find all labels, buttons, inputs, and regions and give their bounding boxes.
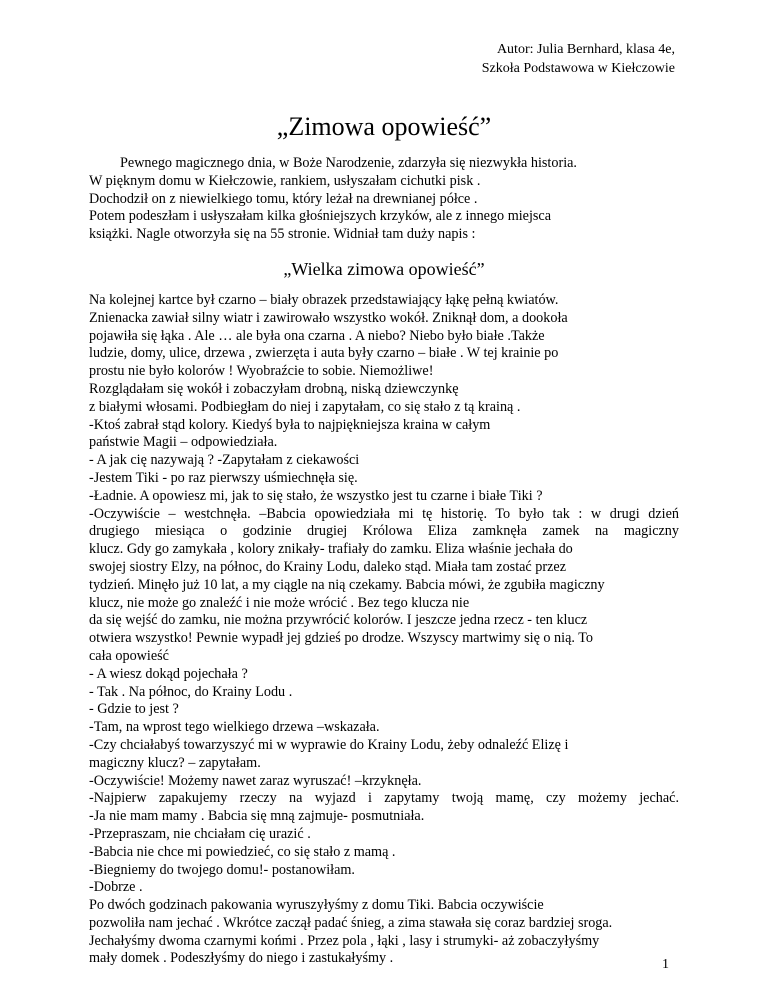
text-line: - A jak cię nazywają ? -Zapytałam z ciekawości bbox=[89, 452, 360, 469]
text-line: -Ktoś zabrał stąd kolory. Kiedyś była to najpiękniejsza kraina w całym bbox=[89, 416, 491, 433]
text-line: swojej siostry Elzy, na północ, do Krainy Lodu, daleko stąd. Miała tam zostać przez bbox=[89, 558, 566, 575]
story-title: „Zimowa opowieść” bbox=[276, 112, 492, 141]
text-line: Jechałyśmy dwoma czarnymi końmi . Przez pola , łąki , lasy i strumyki- aż zobaczyłyśmy bbox=[89, 932, 600, 949]
text-line: Pewnego magicznego dnia, w Boże Narodzenie, zdarzyła się niezwykła historia. bbox=[120, 155, 577, 171]
text-line: otwiera wszystko! Pewnie wypadł jej gdzieś po drodze. Wszyscy martwimy się o nią. To bbox=[89, 630, 593, 647]
text-line: cała opowieść bbox=[89, 647, 169, 664]
text-line: pozwoliła nam jechać . Wkrótce zaczął padać śnieg, a zima stawała się coraz bardziej sroga. bbox=[89, 914, 613, 931]
text-line: - Gdzie to jest ? bbox=[89, 701, 179, 718]
text-line: -Oczywiście – westchnęła. –Babcia opowiedziała mi tę historię. To było tak : w drugi dzień bbox=[89, 505, 679, 522]
text-line: tydzień. Minęło już 10 lat, a my ciągle na nią czekamy. Babcia mówi, że zgubiła magiczny bbox=[89, 576, 605, 593]
text-line: Potem podeszłam i usłyszałam kilka głośniejszych krzyków, ale z innego miejsca bbox=[89, 208, 552, 225]
text-line: prostu nie było kolorów ! Wyobraźcie to sobie. Niemożliwe! bbox=[89, 363, 434, 380]
text-line: państwie Magii – odpowiedziała. bbox=[89, 434, 278, 451]
author-line: Autor: Julia Bernhard, klasa 4e, bbox=[496, 42, 675, 57]
text-line: -Czy chciałabyś towarzyszyć mi w wyprawie do Krainy Lodu, żeby odnaleźć Elizę i bbox=[89, 736, 569, 753]
text-line: -Ładnie. A opowiesz mi, jak to się stało, że wszystko jest tu czarne i białe Tiki ? bbox=[89, 487, 543, 504]
text-line: z białymi włosami. Podbiegłam do niej i zapytałam, co się stało z tą krainą . bbox=[89, 398, 521, 415]
text-line: -Przepraszam, nie chciałam cię urazić . bbox=[89, 825, 311, 842]
text-line: -Jestem Tiki - po raz pierwszy uśmiechnęła się. bbox=[89, 469, 358, 486]
text-line: -Najpierw zapakujemy rzeczy na wyjazd i zapytamy twoją mamę, czy możemy jechać. bbox=[89, 790, 679, 807]
school-line: Szkoła Podstawowa w Kiełczowie bbox=[481, 61, 675, 76]
text-line: -Dobrze . bbox=[89, 879, 143, 896]
story-body bbox=[89, 292, 679, 968]
text-line: -Biegniemy do twojego domu!- postanowiłam. bbox=[89, 861, 355, 878]
text-line: -Oczywiście! Możemy nawet zaraz wyruszać! –krzyknęła. bbox=[89, 772, 422, 789]
text-line: magiczny klucz? – zapytałam. bbox=[89, 754, 261, 771]
text-line: Dochodził on z niewielkiego tomu, który leżał na drewnianej półce . bbox=[89, 190, 478, 207]
text-line: książki. Nagle otworzyła się na 55 stronie. Widniał tam duży napis : bbox=[89, 226, 476, 243]
text-line: klucz. Gdy go zamykała , kolory znikały- trafiały do zamku. Eliza właśnie jechała do bbox=[89, 541, 573, 558]
text-line: pojawiła się łąka . Ale … ale była ona czarna . A niebo? Niebo było białe .Także bbox=[89, 327, 545, 344]
text-line: -Babcia nie chce mi powiedzieć, co się stało z mamą . bbox=[89, 843, 396, 860]
text-line: klucz, nie może go znaleźć i nie może wrócić . Bez tego klucza nie bbox=[89, 594, 470, 611]
page-number: 1 bbox=[662, 957, 669, 972]
text-line: - Tak . Na północ, do Krainy Lodu . bbox=[89, 683, 293, 700]
text-line: Po dwóch godzinach pakowania wyruszyłyśmy z domu Tiki. Babcia oczywiście bbox=[89, 897, 544, 914]
text-line: W pięknym domu w Kiełczowie, rankiem, usłyszałam cichutki pisk . bbox=[89, 172, 481, 189]
text-line: Na kolejnej kartce był czarno – biały obrazek przedstawiający łąkę pełną kwiatów. bbox=[89, 292, 559, 308]
text-line: ludzie, domy, ulice, drzewa , zwierzęta i auta były czarno – białe . W tej krainie po bbox=[89, 345, 559, 362]
text-line: -Ja nie mam mamy . Babcia się mną zajmuje- posmutniała. bbox=[89, 808, 425, 825]
author-info bbox=[482, 40, 675, 78]
text-line: - A wiesz dokąd pojechała ? bbox=[89, 665, 248, 682]
intro-paragraph bbox=[89, 155, 689, 244]
text-line: mały domek . Podeszłyśmy do niego i zastukałyśmy . bbox=[89, 950, 394, 967]
text-line: -Tam, na wprost tego wielkiego drzewa –wskazała. bbox=[89, 719, 380, 736]
inner-story-title: „Wielka zimowa opowieść” bbox=[283, 259, 485, 279]
text-line: da się wejść do zamku, nie można przywrócić kolorów. I jeszcze jedna rzecz - ten klucz bbox=[89, 612, 588, 629]
text-line: Znienacka zawiał silny wiatr i zawirowało wszystko wokół. Zniknął dom, a dookoła bbox=[89, 309, 568, 326]
text-line: drugiego miesiąca o godzinie drugiej Królowa Eliza zamknęła zamek na magiczny bbox=[89, 523, 679, 540]
text-line: Rozglądałam się wokół i zobaczyłam drobną, niską dziewczynkę bbox=[89, 380, 459, 397]
